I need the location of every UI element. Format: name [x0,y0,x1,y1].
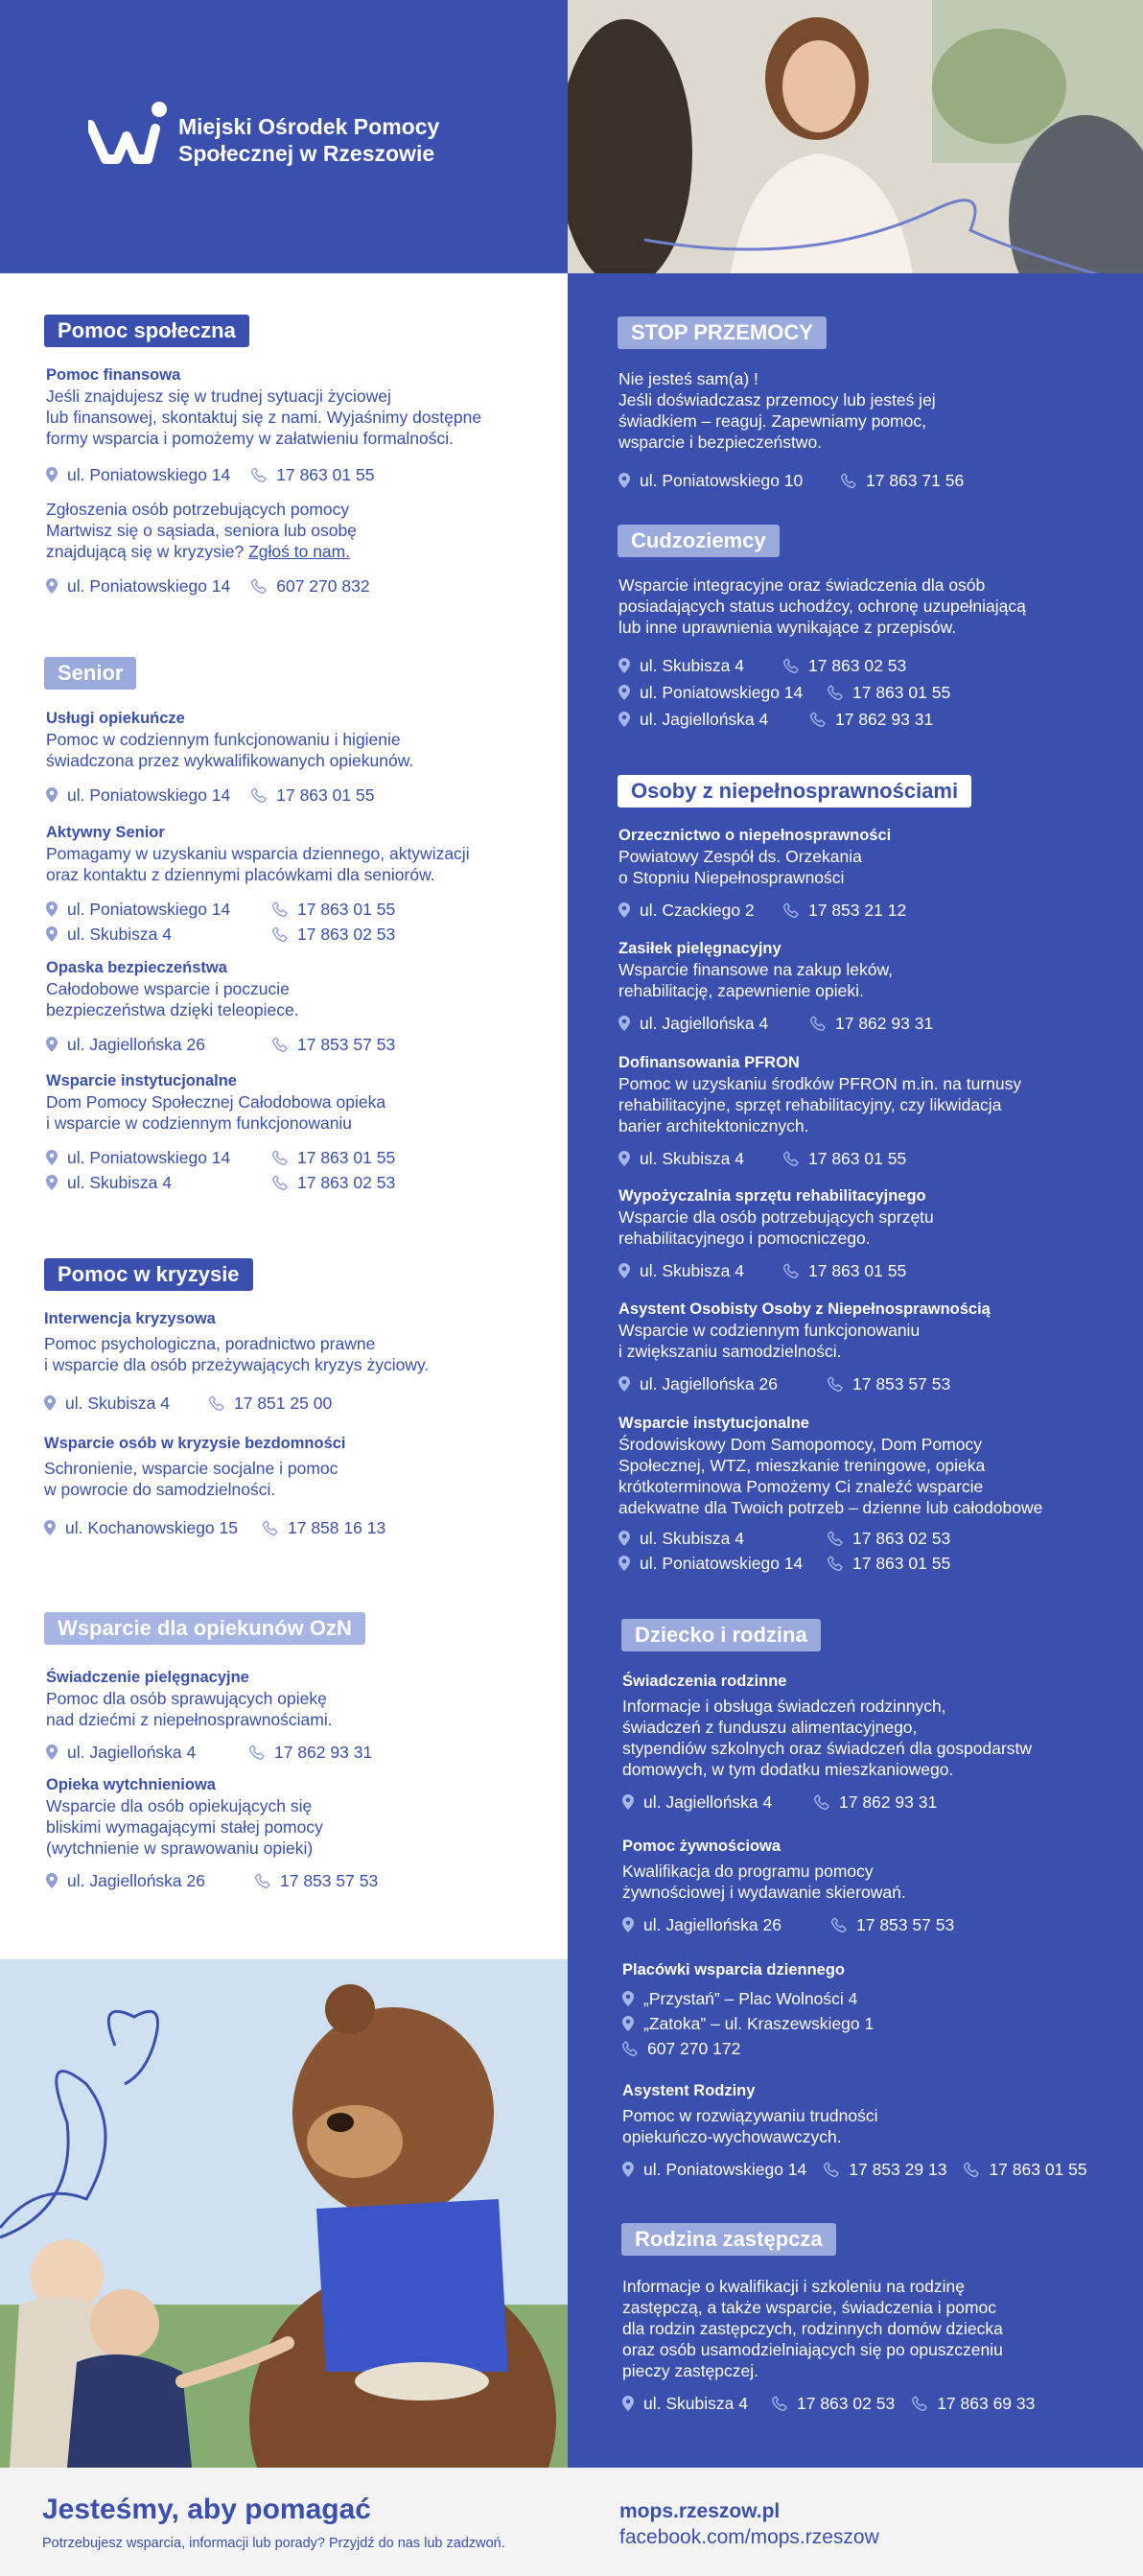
map-pin-icon [618,685,630,700]
header-photo [568,0,1143,273]
section-title-rodzina-zastepcza: Rodzina zastępcza [621,2223,836,2256]
address: ul. Skubisza 4 [640,656,744,675]
map-pin-icon [46,1873,58,1888]
address: ul. Jagiellońska 4 [67,1743,197,1762]
block-wsparcie-instytucjonalne-senior [46,1070,554,1193]
map-pin-icon [46,926,58,942]
block-text: Wsparcie finansowe na zakup leków, rehabilitację, zapewnienie opieki. [618,960,893,1000]
phone-icon [622,2041,638,2056]
phone[interactable]: 17 853 21 12 [808,901,907,920]
address: „Zatoka” – ul. Kraszewskiego 1 [643,2014,875,2033]
address: ul. Skubisza 4 [67,1173,172,1192]
map-pin-icon [618,1016,630,1031]
block-heading: Opieka wytchnieniowa [46,1776,216,1793]
block-zgloszenia [46,499,545,597]
block-text: Wsparcie dla osób opiekujących się bliskimi wymagającymi stałej pomocy (wytchnienie w sprawowaniu opieki) [46,1796,323,1858]
phone-icon [263,1520,278,1535]
phone[interactable]: 17 853 29 13 [849,2160,947,2179]
phone[interactable]: 17 863 01 55 [852,1554,951,1573]
brand-name-line1: Miejski Ośrodek Pomocy [178,114,440,139]
block-text: Dom Pomocy Społecznej Całodobowa opieka i wsparcie w codziennym funkcjonowaniu [46,1092,386,1133]
address: ul. Jagiellońska 26 [643,1915,781,1934]
phone[interactable]: 17 863 02 53 [297,925,396,944]
phone-icon [272,1150,288,1165]
phone-icon [964,2162,979,2177]
facebook-link[interactable]: facebook.com/mops.rzeszow [619,2526,879,2548]
address: ul. Poniatowskiego 14 [67,785,231,805]
block-heading: Aktywny Senior [46,824,165,841]
block-orzecznictwo [618,825,1127,921]
map-pin-icon [622,2162,634,2177]
block-heading: Świadczenie pielęgnacyjne [46,1669,249,1686]
block-text: Środowiskowy Dom Samopomocy, Dom Pomocy Społecznej, WTZ, mieszkanie treningowe, opieka krótkoterminowa Pomożemy Ci znaleźć wsparcie adekwatne dla Twoich potrzeb – dzienne lub całodobowe [618,1435,1043,1517]
phone-icon [272,1037,288,1052]
block-text: Pomoc w uzyskaniu środków PFRON m.in. na turnusy rehabilitacyjne, sprzęt rehabilitacyjny, czy likwidacja barier architektonicznych. [618,1074,1022,1136]
block-bezdomnosc [44,1433,552,1538]
phone[interactable]: 17 863 01 55 [852,683,951,702]
section-title-pomoc: Pomoc społeczna [44,315,249,347]
phone[interactable]: 17 863 02 53 [297,1173,396,1192]
address: ul. Jagiellońska 26 [67,1871,205,1890]
phone[interactable]: 17 853 57 53 [856,1915,955,1934]
block-asystent-rodziny [622,2080,1140,2180]
block-heading: Usługi opiekuńcze [46,710,185,727]
map-pin-icon [618,1263,630,1278]
map-pin-icon [46,1037,58,1052]
map-pin-icon [46,787,58,803]
address: ul. Jagiellońska 26 [640,1374,778,1393]
block-text: Wsparcie w codziennym funkcjonowaniu i zwiększaniu samodzielności. [618,1321,921,1361]
map-pin-icon [622,2396,634,2411]
map-pin-icon [46,578,58,594]
block-text: Całodobowe wsparcie i poczucie bezpieczeństwa dzięki teleopiece. [46,979,299,1019]
map-pin-icon [618,1556,630,1571]
block-heading: Wsparcie instytucjonalne [618,1415,809,1432]
address: „Przystań” – Plac Wolności 4 [643,1989,858,2008]
block-zasilek [618,938,1127,1034]
block-pfron [618,1052,1136,1169]
phone[interactable]: 17 863 01 55 [297,1148,396,1167]
block-interwencja [44,1308,552,1414]
block-heading: Interwencja kryzysowa [44,1310,216,1327]
phone[interactable]: 17 862 93 31 [839,1792,938,1812]
phone-icon [783,1151,799,1166]
mascot-illustration [0,1959,568,2468]
address: ul. Skubisza 4 [65,1393,170,1413]
block-opaska [46,957,554,1055]
block-text: Schronienie, wsparcie socjalne i pomoc w powrocie do samodzielności. [44,1459,338,1499]
address: ul. Kochanowskiego 15 [65,1518,238,1537]
map-pin-icon [618,712,630,727]
phone-icon [814,1794,829,1810]
map-pin-icon [46,1175,58,1190]
header-photo-illustration [568,0,1143,273]
footer-title: Jesteśmy, aby pomagać [42,2494,371,2525]
phone-icon [783,1263,799,1278]
block-text: Pomoc dla osób sprawujących opiekę nad dziećmi z niepełnosprawnościami. [46,1689,333,1729]
block-asystent-osobisty [618,1299,1127,1394]
phone-icon [841,473,856,488]
map-pin-icon [46,1745,58,1760]
block-heading: Placówki wsparcia dziennego [622,1961,845,1979]
phone-icon [272,1175,288,1190]
block-text: Pomoc w codziennym funkcjonowaniu i higienie świadczona przez wykwalifikowanych opiekunów. [46,730,414,770]
block-text: Jeśli znajdujesz się w trudnej sytuacji życiowej lub finansowej, skontaktuj się z nami. Wyjaśnimy dostępne formy wsparcia i pomożemy w załatwieniu formalności. [46,386,482,448]
section-title-niepelnosprawnosci: Osoby z niepełnosprawnościami [618,775,971,808]
map-pin-icon [622,1794,634,1810]
section-title-senior: Senior [44,657,136,690]
address: ul. Poniatowskiego 14 [643,2160,807,2179]
block-pomoc-zywnosciowa [622,1836,1131,1935]
phone-icon [772,2396,787,2411]
map-pin-icon [618,1151,630,1166]
phone[interactable]: 17 853 57 53 [852,1374,951,1393]
phone-icon [831,1917,847,1932]
block-heading: Wypożyczalnia sprzętu rehabilitacyjnego [618,1187,926,1205]
report-link[interactable]: Zgłoś to nam. [248,542,351,561]
block-cudzoziemcy [618,574,1127,730]
address: ul. Jagiellońska 4 [640,1014,769,1033]
website-link[interactable]: mops.rzeszow.pl [619,2500,781,2522]
block-swiadczenia-rodzinne [622,1671,1131,1813]
phone-icon [828,1531,843,1546]
phone-icon [828,685,843,700]
address: ul. Poniatowskiego 14 [640,683,804,702]
phone-icon [251,787,267,803]
section-title-cudzoziemcy: Cudzoziemcy [618,525,780,557]
map-pin-icon [618,1531,630,1546]
block-heading: Asystent Osobisty Osoby z Niepełnosprawnością [618,1300,991,1318]
phone[interactable]: 17 863 01 55 [276,465,375,484]
brand-name-line2: Społecznej w Rzeszowie [178,141,435,166]
block-wsparcie-instytucjonalne-niep [618,1413,1136,1574]
phone[interactable]: 17 863 01 55 [989,2160,1087,2179]
phone[interactable]: 607 270 832 [276,576,370,596]
map-pin-icon [622,1917,634,1932]
address: ul. Jagiellońska 26 [67,1035,205,1054]
phone-icon [810,1016,826,1031]
block-stop-przemocy [618,368,1108,491]
address: ul. Poniatowskiego 14 [67,900,231,919]
phone-icon [783,902,799,918]
address: ul. Skubisza 4 [640,1149,744,1168]
address: ul. Poniatowskiego 14 [67,576,231,596]
phone[interactable]: 17 863 02 53 [808,656,907,675]
phone-icon [828,1376,843,1392]
phone[interactable]: 17 863 01 55 [276,785,375,805]
section-title-stop: STOP PRZEMOCY [618,316,827,349]
phone-icon [828,1556,843,1571]
block-heading: Pomoc żywnościowa [622,1838,781,1855]
block-text: Informacje i obsługa świadczeń rodzinnych, świadczeń z funduszu alimentacyjnego, stypendiów szkolnych oraz świadczeń dla gospodarstw domowych, w tym dodatku mieszkaniowego. [622,1697,1033,1779]
phone[interactable]: 17 863 69 33 [937,2394,1036,2413]
map-pin-icon [46,1150,58,1165]
block-rodzina-zastepcza [622,2276,1131,2414]
address: ul. Skubisza 4 [67,925,172,944]
block-opieka-wytchnieniowa [46,1774,554,1891]
block-wypozyczalnia [618,1185,1127,1281]
phone[interactable]: 607 270 172 [647,2039,741,2058]
block-placowki [622,1959,1131,2059]
address: ul. Poniatowskiego 14 [67,1148,231,1167]
phone[interactable]: 17 853 57 53 [297,1035,396,1054]
block-heading: Orzecznictwo o niepełnosprawności [618,827,892,844]
block-text: Nie jesteś sam(a) ! Jeśli doświadczasz przemocy lub jesteś jej świadkiem – reaguj. Zapewniamy pomoc, wsparcie i bezpieczeństwo. [618,369,936,452]
block-heading: Wsparcie osób w kryzysie bezdomności [44,1435,346,1452]
map-pin-icon [46,902,58,917]
phone-icon [824,2162,839,2177]
mops-logo-icon [88,100,169,165]
phone[interactable]: 17 858 16 13 [288,1518,386,1537]
address: ul. Poniatowskiego 14 [67,465,231,484]
phone[interactable]: 17 863 02 53 [852,1529,951,1548]
block-text: Pomagamy w uzyskaniu wsparcia dziennego, aktywizacji oraz kontaktu z dziennymi placówkami dla seniorów. [46,844,470,884]
phone-icon [912,2396,927,2411]
phone-icon [251,467,267,482]
block-swiadczenie-pielegnacyjne [46,1667,554,1763]
address: ul. Jagiellońska 4 [643,1792,773,1812]
block-aktywny-senior [46,822,554,945]
phone[interactable]: 17 853 57 53 [280,1871,379,1890]
block-text: Pomoc psychologiczna, poradnictwo prawne i wsparcie dla osób przeżywających kryzys życiowy. [44,1334,430,1374]
phone[interactable]: 17 862 93 31 [274,1743,373,1762]
phone[interactable]: 17 863 01 55 [808,1149,907,1168]
block-text: Zgłoszenia osób potrzebujących pomocy Martwisz się o sąsiada, seniora lub osobę znajdującą się w kryzysie? [46,500,357,561]
block-heading: Asystent Rodziny [622,2082,756,2099]
block-text: Wsparcie integracyjne oraz świadczenia dla osób posiadających status uchodźcy, ochronę uzupełniającą lub inne uprawnienia wynikające z przepisów. [618,575,1026,637]
phone[interactable]: 17 863 01 55 [297,900,396,919]
phone-icon [272,902,288,917]
address: ul. Poniatowskiego 14 [640,1554,804,1573]
address: ul. Skubisza 4 [643,2394,748,2413]
block-heading: Dofinansowania PFRON [618,1054,800,1071]
footer-subtitle: Potrzebujesz wsparcia, informacji lub porady? Przyjdź do nas lub zadzwoń. [42,2536,505,2551]
mascot-photo [0,1959,568,2468]
block-heading: Świadczenia rodzinne [622,1673,787,1690]
section-title-ozn: Wsparcie dla opiekunów OzN [44,1612,365,1645]
phone-icon [783,658,799,673]
block-text: Powiatowy Zespół ds. Orzekania o Stopniu Niepełnosprawności [618,847,862,887]
address: ul. Skubisza 4 [640,1261,744,1280]
block-pomoc-finansowa [46,364,545,485]
brand-name [178,113,439,167]
block-heading: Zasiłek pielęgnacyjny [618,940,781,957]
map-pin-icon [618,902,630,918]
map-pin-icon [618,473,630,488]
address: ul. Poniatowskiego 10 [640,471,804,490]
map-pin-icon [622,2016,634,2031]
phone-icon [255,1873,270,1888]
block-heading: Wsparcie instytucjonalne [46,1072,237,1089]
block-heading: Pomoc finansowa [46,366,181,384]
map-pin-icon [46,467,58,482]
block-text: Pomoc w rozwiązywaniu trudności opiekuńczo-wychowawczych. [622,2106,878,2146]
phone[interactable]: 17 862 93 31 [835,1014,934,1033]
phone-icon [810,712,826,727]
map-pin-icon [622,1991,634,2006]
block-text: Kwalifikacja do programu pomocy żywnościowej i wydawanie skierowań. [622,1862,906,1902]
map-pin-icon [618,658,630,673]
block-text: Wsparcie dla osób potrzebujących sprzętu rehabilitacyjnego i pomocniczego. [618,1207,934,1248]
address: ul. Skubisza 4 [640,1529,744,1548]
phone-icon [251,578,267,594]
phone[interactable]: 17 863 01 55 [808,1261,907,1280]
block-heading: Opaska bezpieczeństwa [46,959,227,976]
map-pin-icon [44,1520,56,1535]
phone-icon [249,1745,265,1760]
map-pin-icon [618,1376,630,1392]
phone[interactable]: 17 863 71 56 [866,471,965,490]
phone[interactable]: 17 863 02 53 [797,2394,896,2413]
phone-icon [272,926,288,942]
phone[interactable]: 17 851 25 00 [234,1393,333,1413]
block-uslugi-opiekuncze [46,708,554,806]
phone[interactable]: 17 862 93 31 [835,710,934,729]
section-title-kryzys: Pomoc w kryzysie [44,1258,253,1291]
address: ul. Czackiego 2 [640,901,755,920]
map-pin-icon [44,1395,56,1411]
address: ul. Jagiellońska 4 [640,710,769,729]
phone-icon [209,1395,224,1411]
block-text: Informacje o kwalifikacji i szkoleniu na rodzinę zastępczą, a także wsparcie, świadczenia i pomoc dla rodzin zastępczych, rodzinnych domów dziecka oraz osób usamodzielniających się po opuszczeniu pieczy zastępczej. [622,2277,1003,2380]
section-title-dziecko: Dziecko i rodzina [621,1619,821,1651]
